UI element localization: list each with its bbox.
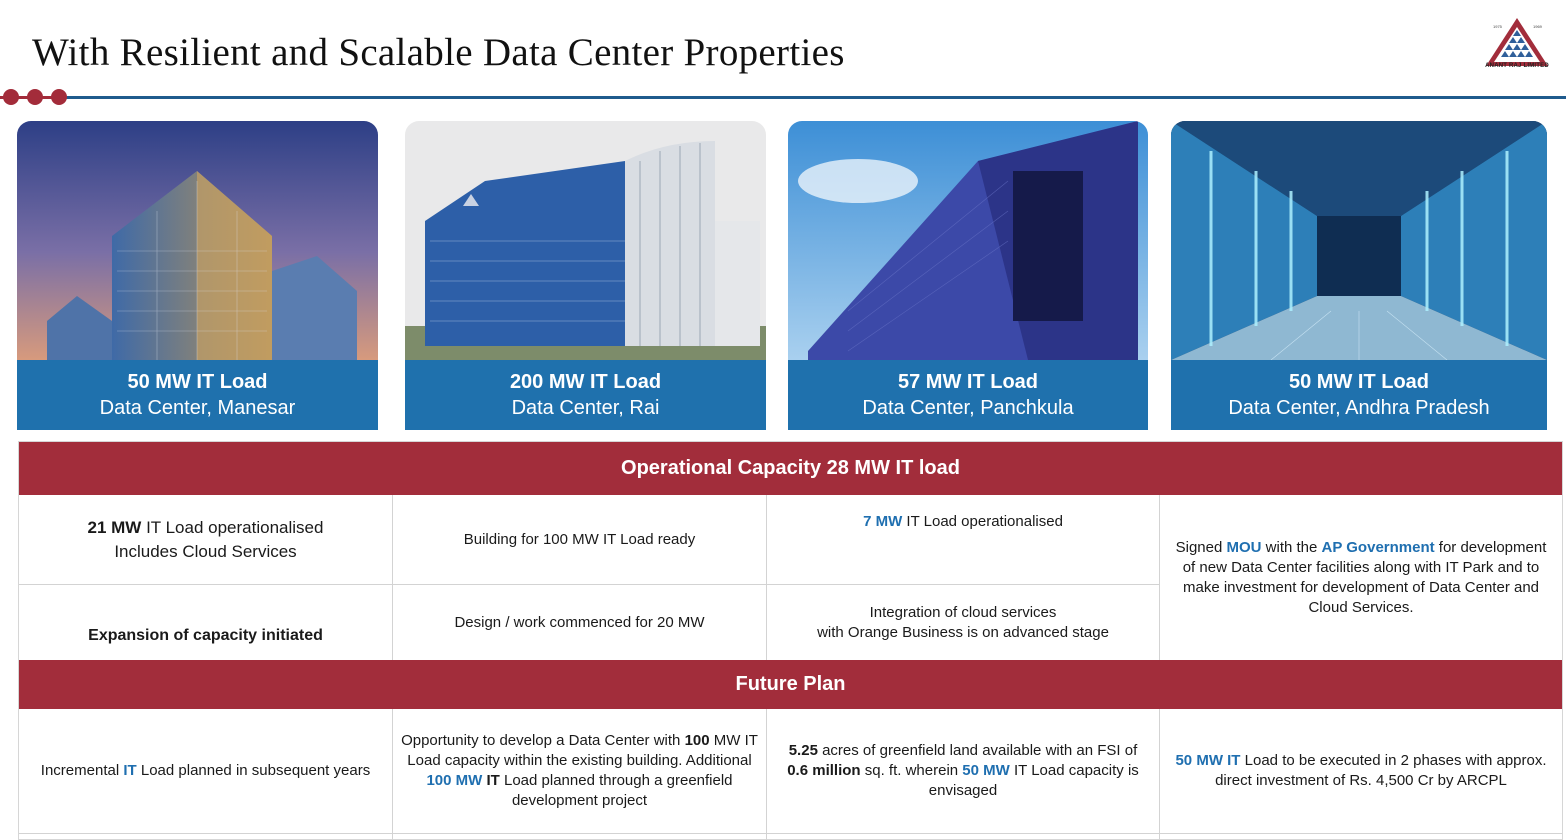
glass-tower-image bbox=[17, 121, 378, 360]
server-room-image bbox=[1171, 121, 1547, 360]
property-capacity: 57 MW IT Load bbox=[898, 371, 1038, 393]
future-text: MW IT Load capacity within the existing building. Additional bbox=[407, 732, 758, 769]
capacity-highlight: 100 MW bbox=[426, 772, 483, 789]
curved-glass-building-image bbox=[405, 121, 766, 360]
mou-text: for development of new Data Center facilities along with IT Park and to make investment for development of Data Center and Cloud Services. bbox=[1182, 538, 1547, 616]
cloud-integration-line2: with Orange Business is on advanced stage bbox=[817, 623, 1109, 641]
it-highlight: IT bbox=[123, 762, 137, 779]
future-text: acres of greenfield land available with an FSI of bbox=[817, 742, 1138, 759]
operational-capacity-heading: Operational Capacity 28 MW IT load bbox=[19, 442, 1562, 495]
mou-text: with the bbox=[1261, 538, 1322, 556]
design-work-text: Design / work commenced for 20 MW bbox=[454, 613, 705, 631]
future-plan-heading: Future Plan bbox=[19, 660, 1562, 709]
capacity-value: 21 MW bbox=[87, 517, 142, 537]
property-card-panchkula bbox=[788, 121, 1148, 430]
future-text: Load planned in subsequent years bbox=[136, 762, 371, 779]
ap-government-highlight: AP Government bbox=[1321, 538, 1435, 556]
page-title: With Resilient and Scalable Data Center Properties bbox=[32, 31, 845, 74]
mou-text: Signed bbox=[1175, 538, 1227, 556]
future-text: IT Load capacity is envisaged bbox=[928, 762, 1139, 799]
operational-21mw-cell bbox=[19, 495, 392, 584]
bold-value: 100 bbox=[684, 732, 710, 749]
capacity-text: IT Load operationalised bbox=[902, 513, 1063, 530]
logo-year-right: 1969 bbox=[1533, 24, 1542, 29]
divider bbox=[19, 833, 1562, 834]
operational-7mw-cell bbox=[767, 495, 1159, 584]
property-card-manesar bbox=[17, 121, 378, 430]
bold-value: IT bbox=[486, 772, 500, 789]
dot-2 bbox=[27, 89, 43, 105]
greenfield-land-cell bbox=[767, 709, 1159, 833]
expansion-cell bbox=[19, 585, 392, 660]
design-work-cell bbox=[393, 585, 766, 660]
incremental-load-cell bbox=[19, 709, 392, 833]
bold-value: 0.6 million bbox=[787, 762, 861, 779]
property-caption bbox=[1171, 360, 1547, 430]
cloud-integration-line1: Integration of cloud services bbox=[869, 603, 1057, 621]
mou-highlight: MOU bbox=[1226, 538, 1262, 556]
property-capacity: 50 MW IT Load bbox=[127, 371, 268, 393]
bold-value: 5.25 bbox=[788, 742, 818, 759]
property-capacity: 50 MW IT Load bbox=[1289, 371, 1429, 393]
capacity-value: 7 MW bbox=[863, 513, 903, 530]
property-capacity: 200 MW IT Load bbox=[509, 371, 662, 393]
capacity-highlight: 50 MW IT bbox=[1175, 752, 1241, 769]
dot-3 bbox=[51, 89, 67, 105]
property-cards bbox=[0, 121, 1566, 430]
blue-facade-building-image bbox=[788, 121, 1148, 360]
expansion-text: Expansion of capacity initiated bbox=[88, 626, 323, 644]
logo-year-left: 1975 bbox=[1493, 24, 1502, 29]
property-caption bbox=[17, 360, 378, 430]
mou-cell bbox=[1160, 495, 1562, 660]
decorative-dots bbox=[3, 89, 67, 105]
property-card-rai bbox=[405, 121, 766, 430]
property-caption bbox=[788, 360, 1148, 430]
future-text: sq. ft. wherein bbox=[860, 762, 963, 779]
capacity-highlight: 50 MW bbox=[962, 762, 1010, 779]
title-rule bbox=[60, 96, 1566, 99]
property-caption bbox=[405, 360, 766, 430]
future-text: Opportunity to develop a Data Center with bbox=[401, 732, 685, 749]
future-text: Load planned through a greenfield development project bbox=[499, 772, 733, 809]
rai-opportunity-cell bbox=[393, 709, 766, 833]
property-location: Data Center, Panchkula bbox=[862, 397, 1074, 419]
building-ready-cell bbox=[393, 495, 766, 584]
property-location: Data Center, Manesar bbox=[99, 397, 296, 419]
building-ready-text: Building for 100 MW IT Load ready bbox=[463, 530, 696, 548]
capacity-panel bbox=[18, 441, 1563, 840]
logo-text: ANANT RAJ LIMITED bbox=[1485, 63, 1549, 69]
cloud-services-text: Includes Cloud Services bbox=[114, 541, 297, 561]
property-location: Data Center, Andhra Pradesh bbox=[1228, 397, 1490, 419]
dot-1 bbox=[3, 89, 19, 105]
property-card-andhra bbox=[1171, 121, 1547, 430]
future-text: Load to be executed in 2 phases with approx. direct investment of Rs. 4,500 Cr by ARCPL bbox=[1215, 752, 1547, 789]
future-text: Incremental bbox=[40, 762, 124, 779]
property-location: Data Center, Rai bbox=[511, 397, 660, 419]
andhra-phases-cell bbox=[1160, 709, 1562, 833]
capacity-text: IT Load operationalised bbox=[141, 517, 324, 537]
cloud-integration-cell bbox=[767, 585, 1159, 660]
